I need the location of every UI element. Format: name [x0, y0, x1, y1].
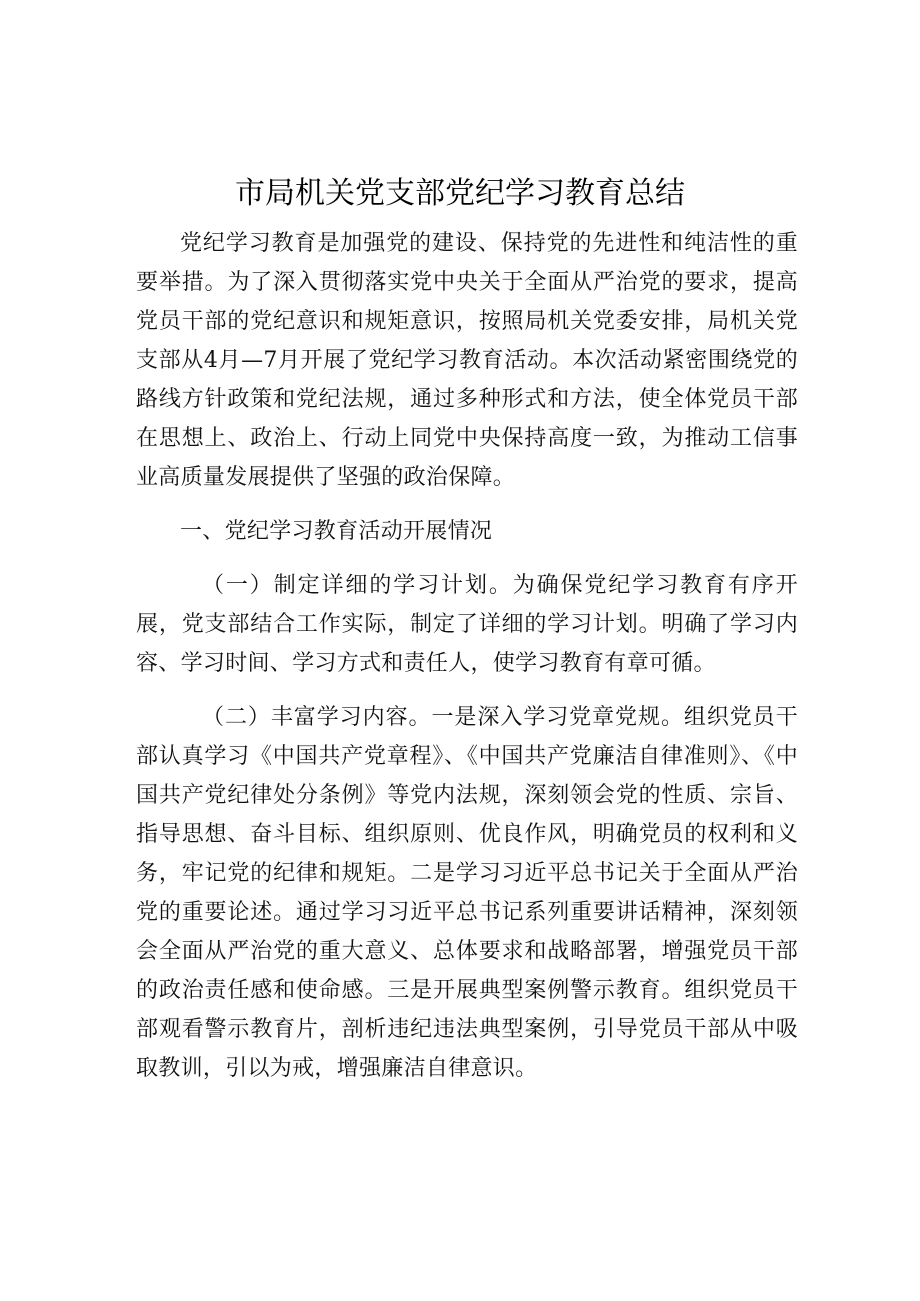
subsection-paragraph-2: （二）丰富学习内容。一是深入学习党章党规。组织党员干部认真学习《中国共产党章程》、《中国共产党廉洁自律准则》、《中国共产党纪律处分条例》等党内法规，深刻领会党的性质、宗旨、指导思想、奋斗目标、组织原则、优良作风，明确党员的权利和义务，牢记党的纪律和规矩。二是学习习近平总书记关于全面从严治党的重要论述。通过学习习近平总书记系列重要讲话精神，深刻领会全面从严治党的重大意义、总体要求和战略部署，增强党员干部的政治责任感和使命感。三是开展典型案例警示教育。组织党员干部观看警示教育片，剖析违纪违法典型案例，引导党员干部从中吸取教训，引以为戒，增强廉洁自律意识。	[136, 705, 798, 1081]
intro-paragraph: 党纪学习教育是加强党的建设、保持党的先进性和纯洁性的重要举措。为了深入贯彻落实党中央关于全面从严治党的要求，提高党员干部的党纪意识和规矩意识，按照局机关党委安排，局机关党支部从4月—7月开展了党纪学习教育活动。本次活动紧密围绕党的路线方针政策和党纪法规，通过多种形式和方法，使全体党员干部在思想上、政治上、行动上同党中央保持高度一致，为推动工信事业高质量发展提供了坚强的政治保障。	[136, 231, 798, 490]
section-heading-1: 一、党纪学习教育活动开展情况	[180, 519, 493, 544]
document-title: 市局机关党支部党纪学习教育总结	[235, 176, 685, 211]
subsection-paragraph-1: （一）制定详细的学习计划。为确保党纪学习教育有序开展，党支部结合工作实际，制定了详细的学习计划。明确了学习内容、学习时间、学习方式和责任人，使学习教育有章可循。	[136, 573, 798, 676]
document-body	[136, 224, 798, 1088]
